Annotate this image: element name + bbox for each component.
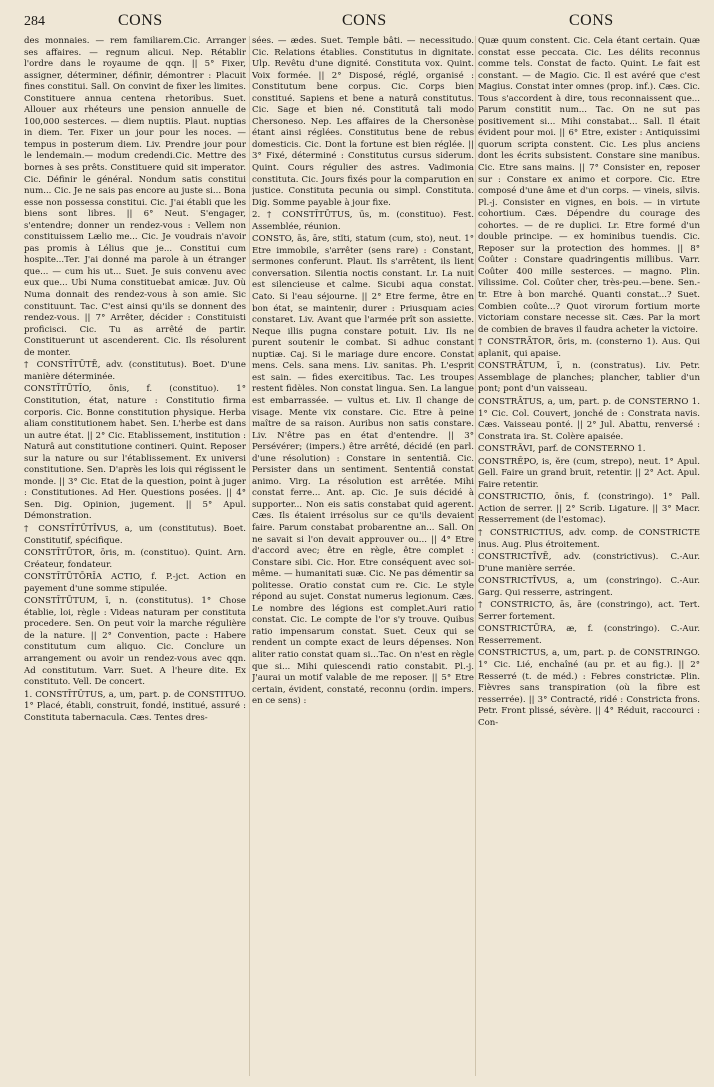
column-divider [249,36,250,1076]
headword-center: CONS [342,12,387,29]
headword-right: CONS [569,12,614,29]
dictionary-entry: CONSTĬTŪTĬO, ōnis, f. (constituo). 1° Constitution, état, nature : Constitutio firma corporis. Cic. Bonne constitution physique. Herba aliam constitutionem habet. Sen. L'herbe est dans un autre état. || 2° Cic. Etablissement, institution : Naturâ aut constitutione contineri. Quint. Reposer sur la nature ou sur l'établissement. Ex universi constitutione. Sen. D'après les lois qui régissent le monde. || 3° Cic. Etat de la question, point à juger : Constitutiones. Ad Her. Questions posées. || 4° Sen. Dig. Opinion, jugement. || 5° Apul. Démonstration. [24,384,246,522]
dictionary-entry: CONSTRICTŪRA, æ, f. (constringo). C.-Aur. Resserrement. [478,624,700,646]
dictionary-entry: CONSTĬTŪTUM, ī, n. (constitutus). 1° Chose établie, loi, règle : Videas naturam per constituta procedere. Sen. On peut voir la marche régulière de la nature. || 2° Convention, pacte : Habere constitutum cum aliquo. Cic. Conclure un arrangement ou avoir un rendez-vous avec qqn. Ad constitutum. Varr. Suet. A l'heure dite. Ex constituto. Vell. De concert. [24,596,246,688]
dictionary-entry: CONSTRICTIO, ōnis, f. (constringo). 1° Pall. Action de serrer. || 2° Scrib. Ligature. || 3° Macr. Resserrement (de l'estomac). [478,492,700,526]
running-header [24,10,700,32]
dictionary-entry: CONSTRĔPO, is, ĕre (cum, strepo), neut. 1° Apul. Gell. Faire un grand bruit, retentir. || 2° Act. Apul. Faire retentir. [478,456,700,490]
dictionary-entry: † CONSTĬTŪTĒ, adv. (constitutus). Boet. D'une manière déterminée. [24,360,246,382]
dictionary-entry: Quæ quum constent. Cic. Cela étant certain. Quæ constat esse peccata. Cic. Les délits reconnus comme tels. Constat de facto. Quint. Le fait est constant. — de Magio. Cic. Il est avéré que c'est Magius. Constat inter omnes (prop. inf.). Cæs. Cic. Tous s'accordent à dire, tous reconnaissent que... Parum constitit num... Tac. On ne sut pas positivement si... Mihi constabat... Sall. Il était évident pour moi. || 6° Etre, exister : Antiquissimi quorum scripta constent. Cic. Les plus anciens dont les écrits subsistent. Constare sine manibus. Cic. Etre sans mains. || 7° Consister en, reposer sur : Constare ex animo et corpore. Cic. Etre composé d'une âme et d'un corps. — vineis, silvis. Pl.-j. Consister en vignes, en bois. — in virtute cohortium. Cæs. Dépendre du courage des cohortes. — de re duplici. Lr. Etre formé d'un double principe. — ex hominibus tuendis. Cic. Reposer sur la protection des hommes. || 8° Coûter : Constare quadringentis millibus. Varr. Coûter 400 mille sesterces. — magno. Plin. vilissime. Col. Coûter cher, très-peu.—bene. Sen.-tr. Etre à bon marché. Quanti constat...? Suet. Combien coûte...? Quot virorum fortium morte victoriam constare necesse sit. Cæs. Par la mort de combien de braves il faudra acheter la victoire. [478,36,700,335]
dictionary-entry: † CONSTRICTO, ās, āre (constringo), act. Tert. Serrer fortement. [478,600,700,622]
dictionary-entry: CONSTĬTŪTŌRĬA ACTIO, f. P.-jct. Action en payement d'une somme stipulée. [24,572,246,594]
dictionary-entry: sées. — ædes. Suet. Temple bâti. — necessitudo. Cic. Relations établies. Constitutus in dignitate. Ulp. Revêtu d'une dignité. Constituta vox. Quint. Voix formée. || 2° Disposé, réglé, organisé : Constitutum bene corpus. Cic. Corps bien constitué. Sapiens et bene a naturâ constitutus. Cic. Sage et bien né. Constitutâ tali modo Chersoneso. Nep. Les affaires de la Chersonèse étant ainsi réglées. Constitutus bene de rebus domesticis. Cic. Dont la fortune est bien réglée. || 3° Fixé, déterminé : Constitutus cursus siderum. Quint. Cours régulier des astres. Vadimonia constituta. Cic. Jours fixés pour la comparution en justice. Constituta pecunia ou simpl. Constituta. Dig. Somme payable à jour fixe. [252,36,474,208]
column-middle [252,36,474,1076]
dictionary-entry: 2. † CONSTĬTŪTUS, ūs, m. (constituo). Fest. Assemblée, réunion. [252,210,474,232]
text-columns [24,36,700,1076]
dictionary-entry: CONSTRĀVI, parf. de CONSTERNO 1. [478,444,646,455]
dictionary-entry: CONSTRĀTUM, ī, n. (constratus). Liv. Petr. Assemblage de planches; plancher, tablier d'un pont; pont d'un vaisseau. [478,361,700,395]
dictionary-entry: CONSTRICTĪVUS, a, um (constringo). C.-Aur. Garg. Qui resserre, astringent. [478,576,700,598]
column-left [24,36,246,1076]
dictionary-entry: † CONSTĬTŪTĪVUS, a, um (constitutus). Boet. Constitutif, spécifique. [24,523,246,546]
column-divider [475,36,476,1076]
page-number: 284 [24,14,45,29]
dictionary-entry: CONSTRICTĪVĒ, adv. (constrictivus). C.-Aur. D'une manière serrée. [478,552,700,574]
column-right [478,36,700,1076]
dictionary-entry: 1. CONSTĬTŪTUS, a, um, part. p. de CONSTITUO. 1° Placé, établi, construit, fondé, institué, assuré : Constituta tabernacula. Cæs. Tentes dres- [24,689,246,723]
headword-left: CONS [118,12,163,29]
dictionary-entry: CONSTRICTUS, a, um, part. p. de CONSTRINGO. 1° Cic. Lié, enchaîné (au pr. et au fig.). || 2° Resserré (t. de méd.) : Febres constrictæ. Plin. Fièvres sans transpiration (où la fibre est resserrée). || 3° Contracté, ridé : Constricta frons. Petr. Front plissé, sévère. || 4° Réduit, raccourci : Con- [478,648,700,728]
dictionary-entry: † CONSTRICTIUS, adv. comp. de CONSTRICTE inus. Aug. Plus étroitement. [478,527,700,550]
dictionary-entry: CONSTĬTŪTOR, ōris, m. (constituo). Quint. Arn. Créateur, fondateur. [24,548,246,570]
dictionary-entry: † CONSTRĀTOR, ōris, m. (consterno 1). Aus. Qui aplanit, qui apaise. [478,337,700,359]
dictionary-entry: CONSTO, ās, āre, stĭti, statum (cum, sto), neut. 1° Etre immobile, s'arrêter (sens rare) : Constant, sermones conferunt. Plaut. Ils s'arrêtent, ils lient conversation. Silentia noctis constant. Lr. La nuit est silencieuse et calme. Sicubi aqua constat. Cato. Si l'eau séjourne. || 2° Etre ferme, être en bon état, se maintenir, durer : Priusquam acies constaret. Liv. Avant que l'armée prît son assiette. Neque illis pugna constare potuit. Liv. Ils ne purent soutenir le combat. Si adhuc constant nuptiæ. Caj. Si le mariage dure encore. Constat mens. Cels. sana mens. Liv. sanitas. Ph. L'esprit est sain. — fides exercitibus. Tac. Les troupes restent fidèles. Non constat lingua. Sen. La langue est embarrassée. — vultus et. Liv. Il change de visage. Mente vix constare. Cic. Etre à peine maître de sa raison. Auribus non satis constare. Liv. N'être pas en état d'entendre. || 3° Persévérer; (impers.) être arrêté, décidé (en parl. d'une résolution) : Constare in sententiâ. Cic. Persister dans un sentiment. Sententiâ constat animo. Virg. La résolution est arrêtée. Mihi constat ferre... Ant. ap. Cic. Je suis décidé à supporter... Non eis satis constabat quid agerent. Cæs. Ils étaient irrésolus sur ce qu'ils devaient faire. Parum constabat probarentne an... Sall. On ne savait si l'on devait approuver ou... || 4° Etre d'accord avec; être en règle, être complet : Constare sibi. Cic. Hor. Etre conséquent avec soi-même. — humanitati suæ. Cic. Ne pas démentir sa politesse. Oratio constat cum re. Cic. Le style répond au sujet. Constat numerus legionum. Cæs. Le nombre des légions est complet.Auri ratio constat. Cic. Le compte de l'or s'y trouve. Quibus ratio impensarum constat. Suet. Ceux qui se rendent un compte exact de leurs dépenses. Non aliter ratio constat quam si...Tac. On n'est en règle que si... Mihi quiescendi ratio constabit. Pl.-j. J'aurai un motif valable de me reposer. || 5° Etre certain, évident, constaté, reconnu (ordin. impers. en ce sens) : [252,234,474,707]
dictionary-entry: CONSTRĀTUS, a, um, part. p. de CONSTERNO 1. 1° Cic. Col. Couvert, jonché de : Constrata navis. Cæs. Vaisseau ponté. || 2° Jul. Abattu, renversé : Constrata ira. St. Colère apaisée. [478,396,700,442]
dictionary-entry: des monnaies. — rem familiarem.Cic. Arranger ses affaires. — regnum alicui. Nep. Rétablir l'ordre dans le royaume de qqn. || 5° Fixer, assigner, déterminer, définir, démontrer : Placuit fines constitui. Sall. On convint de fixer les limites. Constituere annua centena rhetoribus. Suet. Allouer aux rhéteurs une pension annuelle de 100,000 sesterces. — diem nuptiis. Plaut. nuptias in diem. Ter. Fixer un jour pour les noces. — tempus in posterum diem. Liv. Prendre jour pour le lendemain.— modum credendi.Cic. Mettre des bornes à ses prêts. Constituere quid sit imperator. Cic. Définir le général. Nondum satis constitui num... Cic. Je ne sais pas encore au juste si... Bona esse non possessa constitui. Cic. J'ai établi que les biens sont libres. || 6° Neut. S'engager, s'entendre; donner un rendez-vous : Vellem non constituissem Lælio me... Cic. Je voudrais n'avoir pas promis à Lélius que je... Constitui cum hospite...Ter. J'ai donné ma parole à un étranger que... — cum his ut... Suet. Je suis convenu avec eux que... Ubi Numa constituebat amicæ. Juv. Où Numa donnait des rendez-vous à son amie. Sic constituunt. Tac. C'est ainsi qu'ils se donnent des rendez-vous. || 7° Arrêter, décider : Constituisti proficisci. Cic. Tu as arrêté de partir. Constituerunt ut ascenderent. Cic. Ils résolurent de monter. [24,36,246,358]
